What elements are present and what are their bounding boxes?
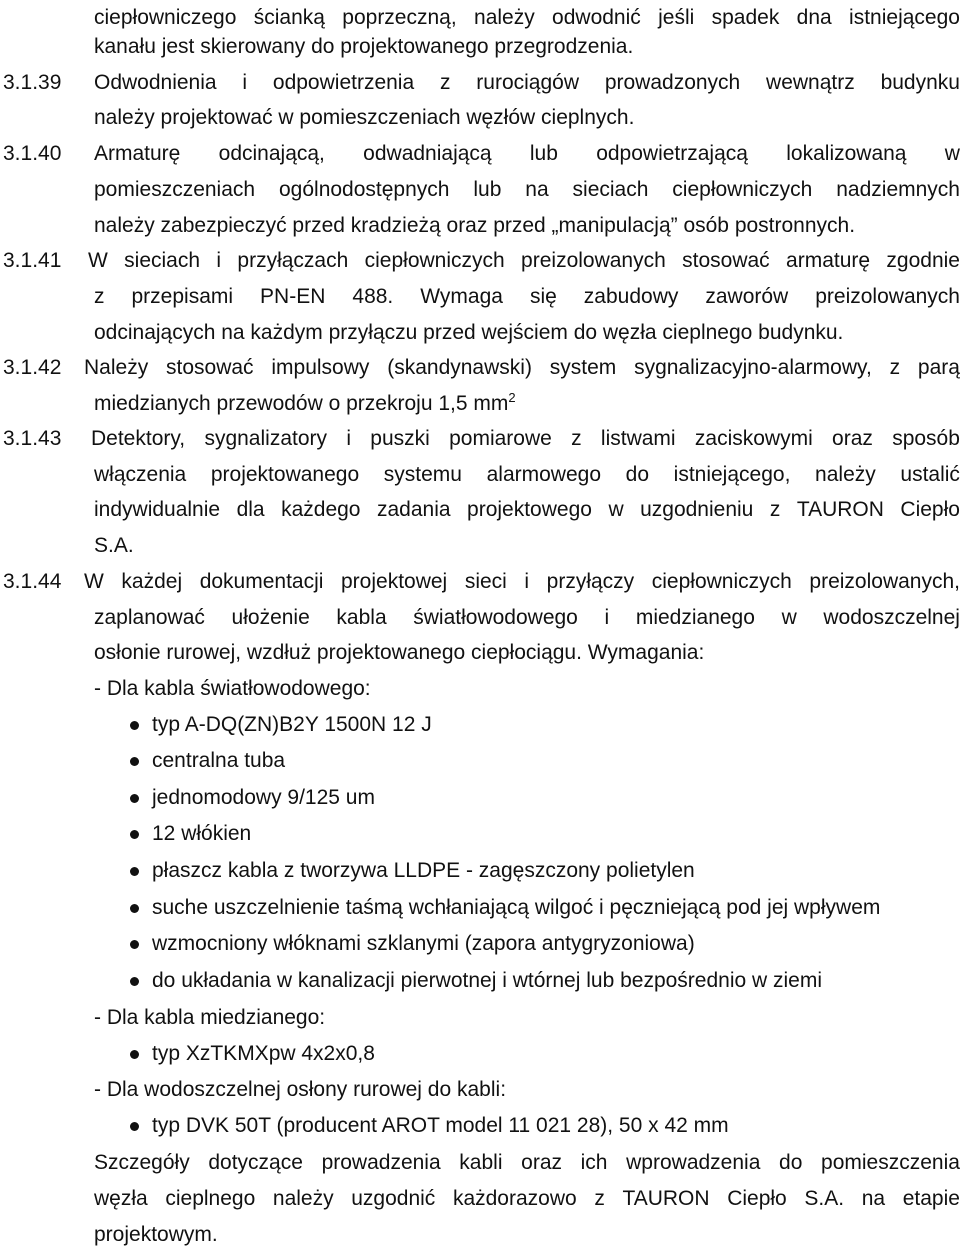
text-line: kanału jest skierowany do projektowanego przegrodzenia. <box>94 35 634 58</box>
bullet-icon <box>130 830 139 839</box>
list-heading-copper: - Dla kabla miedzianego: <box>94 1006 326 1029</box>
section-number: 3.1.40 <box>3 142 62 165</box>
bullet-icon <box>130 940 139 949</box>
superscript: 2 <box>508 390 516 405</box>
list-heading-fiber: - Dla kabla światłowodowego: <box>94 677 371 700</box>
text-line: należy projektować w pomieszczeniach węzłów cieplnych. <box>94 106 635 129</box>
list-item: typ A-DQ(ZN)B2Y 1500N 12 J <box>0 707 960 743</box>
bullet-icon <box>130 977 139 986</box>
list-item: typ XzTKMXpw 4x2x0,8 <box>0 1036 960 1072</box>
text-line: ciepłowniczego ścianką poprzeczną, należy odwodnić jeśli spadek dna istniejącego <box>94 6 960 29</box>
section-number: 3.1.43 <box>3 427 62 450</box>
section-number: 3.1.41 <box>3 249 62 272</box>
bullet-icon <box>130 794 139 803</box>
list-item: płaszcz kabla z tworzywa LLDPE - zagęszczony polietylen <box>0 853 960 889</box>
text-line: pomieszczeniach ogólnodostępnych lub na sieciach ciepłowniczych nadziemnych <box>94 178 960 201</box>
text-line: zaplanować ułożenie kabla światłowodowego i miedzianego w wodoszczelnej <box>94 606 960 629</box>
bullet-icon <box>130 1050 139 1059</box>
section-3-1-42: 3.1.42 Należy stosować impulsowy (skandynawski) system sygnalizacyjno-alarmowy, z parą <box>0 350 960 386</box>
list-heading-sheath: - Dla wodoszczelnej osłony rurowej do kabli: <box>94 1078 507 1101</box>
section-3-1-41: 3.1.41 W sieciach i przyłączach ciepłowniczych preizolowanych stosować armaturę zgodnie <box>0 243 960 279</box>
text-line: z przepisami PN-EN 488. Wymaga się zabudowy zaworów preizolowanych <box>94 285 960 308</box>
list-item: 12 włókien <box>0 816 960 852</box>
list-item: wzmocniony włóknami szklanymi (zapora antygryzoniowa) <box>0 926 960 962</box>
section-3-1-44: 3.1.44 W każdej dokumentacji projektowej sieci i przyłączy ciepłowniczych preizolowanych, <box>0 564 960 600</box>
section-3-1-43: 3.1.43 Detektory, sygnalizatory i puszki pomiarowe z listwami zaciskowymi oraz sposób <box>0 421 960 457</box>
bullet-icon <box>130 757 139 766</box>
section-number: 3.1.44 <box>3 570 62 593</box>
text-line: Szczegóły dotyczące prowadzenia kabli oraz ich wprowadzenia do pomieszczenia <box>94 1151 960 1174</box>
list-item: typ DVK 50T (producent AROT model 11 021 28), 50 x 42 mm <box>0 1108 960 1144</box>
section-number: 3.1.42 <box>3 356 62 379</box>
bullet-icon <box>130 867 139 876</box>
bullet-icon <box>130 904 139 913</box>
section-3-1-40: 3.1.40 Armaturę odcinającą, odwadniającą lub odpowietrzającą lokalizowaną w <box>0 136 960 172</box>
text-line: osłonie rurowej, wzdłuż projektowanego ciepłociągu. Wymagania: <box>94 641 705 664</box>
list-item: centralna tuba <box>0 743 960 779</box>
section-3-1-39: 3.1.39 Odwodnienia i odpowietrzenia z rurociągów prowadzonych wewnątrz budynku <box>0 65 960 101</box>
text-line: projektowym. <box>94 1223 218 1246</box>
bullet-icon <box>130 1122 139 1131</box>
bullet-icon <box>130 721 139 730</box>
text-line: miedzianych przewodów o przekroju 1,5 $mm^2$ <box>94 390 516 415</box>
text-line: S.A. <box>94 534 134 557</box>
text-line: indywidualnie dla każdego zadania projektowego w uzgodnieniu z TAURON Ciepło <box>94 498 960 521</box>
text-line: odcinających na każdym przyłączu przed wejściem do węzła cieplnego budynku. <box>94 321 844 344</box>
list-item: jednomodowy 9/125 um <box>0 780 960 816</box>
list-item: suche uszczelnienie taśmą wchłaniającą wilgoć i pęczniejącą pod jej wpływem <box>0 890 960 926</box>
list-item: do układania w kanalizacji pierwotnej i wtórnej lub bezpośrednio w ziemi <box>0 963 960 999</box>
text-line: włączenia projektowanego systemu alarmowego do istniejącego, należy ustalić <box>94 463 960 486</box>
text-line: węzła cieplnego należy uzgodnić każdorazowo z TAURON Ciepło S.A. na etapie <box>94 1187 960 1210</box>
text-line: należy zabezpieczyć przed kradzieżą oraz przed „manipulacją” osób postronnych. <box>94 214 856 237</box>
section-number: 3.1.39 <box>3 71 62 94</box>
